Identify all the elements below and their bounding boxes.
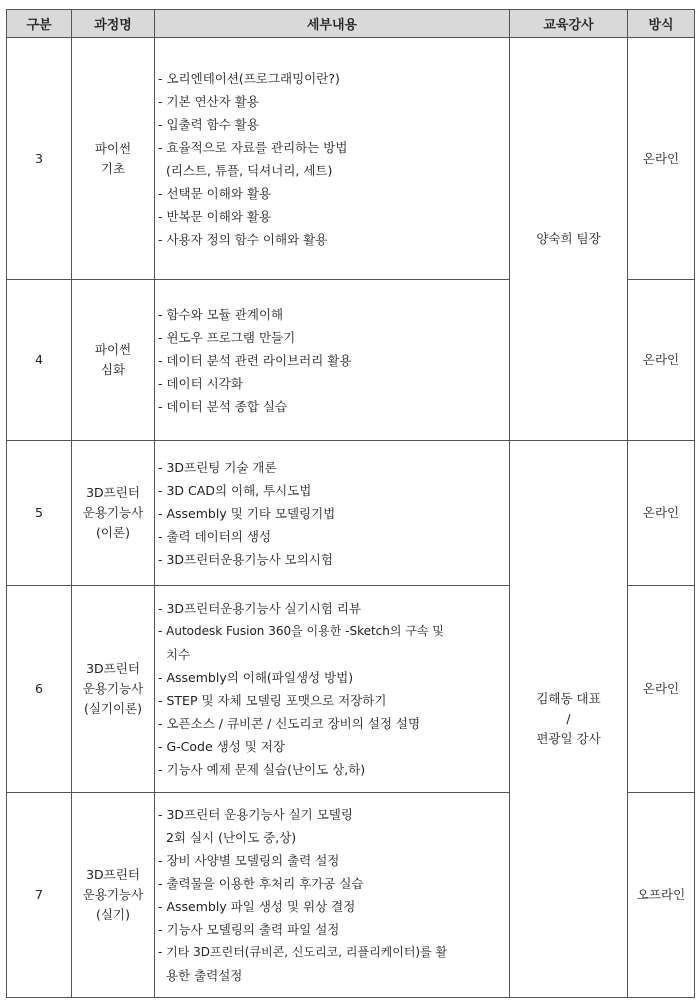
header-course: 과정명: [72, 10, 155, 38]
instructor-cell: 양숙희 팀장: [510, 38, 628, 441]
table-row: [7, 441, 695, 586]
course-name: 3D프린터 운용기능사 (이론): [72, 441, 155, 586]
row-number: 6: [7, 586, 72, 793]
method-cell: 오프라인: [628, 793, 695, 998]
method-cell: 온라인: [628, 441, 695, 586]
course-details: - 3D프린팅 기술 개론 - 3D CAD의 이해, 투시도법 - Assembly 및 기타 모델링기법 - 출력 데이터의 생성 - 3D프린터운용기능사 모의시험: [155, 441, 510, 586]
course-details: - 오리엔테이션(프로그래밍이란?) - 기본 연산자 활용 - 입출력 함수 활용 - 효율적으로 자료를 관리하는 방법 (리스트, 튜플, 딕셔너리, 세트) - 선택문 이해와 활용 - 반복문 이해와 활용 - 사용자 정의 함수 이해와 활용: [155, 38, 510, 280]
header-instructor: 교육강사: [510, 10, 628, 38]
instructor-cell: 김해동 대표 / 편광일 강사: [510, 441, 628, 998]
course-details: - 3D프린터운용기능사 실기시험 리뷰 - Autodesk Fusion 360을 이용한 -Sketch의 구속 및 치수 - Assembly의 이해(파일생성 방법) - STEP 및 자체 모델링 포맷으로 저장하기 - 오픈소스 / 큐비콘 / 신도리코 장비의 설정 설명 - G-Code 생성 및 저장 - 기능사 예제 문제 실습(난이도 상,하): [155, 586, 510, 793]
course-name: 파이썬 기초: [72, 38, 155, 280]
curriculum-table: [6, 9, 695, 998]
row-number: 4: [7, 280, 72, 441]
row-number: 5: [7, 441, 72, 586]
course-name: 3D프린터 운용기능사 (실기): [72, 793, 155, 998]
row-number: 7: [7, 793, 72, 998]
course-name: 3D프린터 운용기능사 (실기이론): [72, 586, 155, 793]
course-details: - 3D프린터 운용기능사 실기 모델링 2회 실시 (난이도 중,상) - 장비 사양별 모델링의 출력 설정 - 출력물을 이용한 후처리 후가공 실습 - Assembly 파일 생성 및 위상 결정 - 기능사 모델링의 출력 파일 설정 - 기타 3D프린터(큐비콘, 신도리코, 리플리케이터)를 활 용한 출력설정: [155, 793, 510, 998]
header-details: 세부내용: [155, 10, 510, 38]
course-details: - 함수와 모듈 관계이해 - 윈도우 프로그램 만들기 - 데이터 분석 관련 라이브러리 활용 - 데이터 시각화 - 데이터 분석 종합 실습: [155, 280, 510, 441]
header-number: 구분: [7, 10, 72, 38]
header-method: 방식: [628, 10, 695, 38]
header-row: [7, 10, 695, 38]
row-number: 3: [7, 38, 72, 280]
method-cell: 온라인: [628, 280, 695, 441]
table-row: [7, 38, 695, 280]
method-cell: 온라인: [628, 38, 695, 280]
method-cell: 온라인: [628, 586, 695, 793]
course-name: 파이썬 심화: [72, 280, 155, 441]
